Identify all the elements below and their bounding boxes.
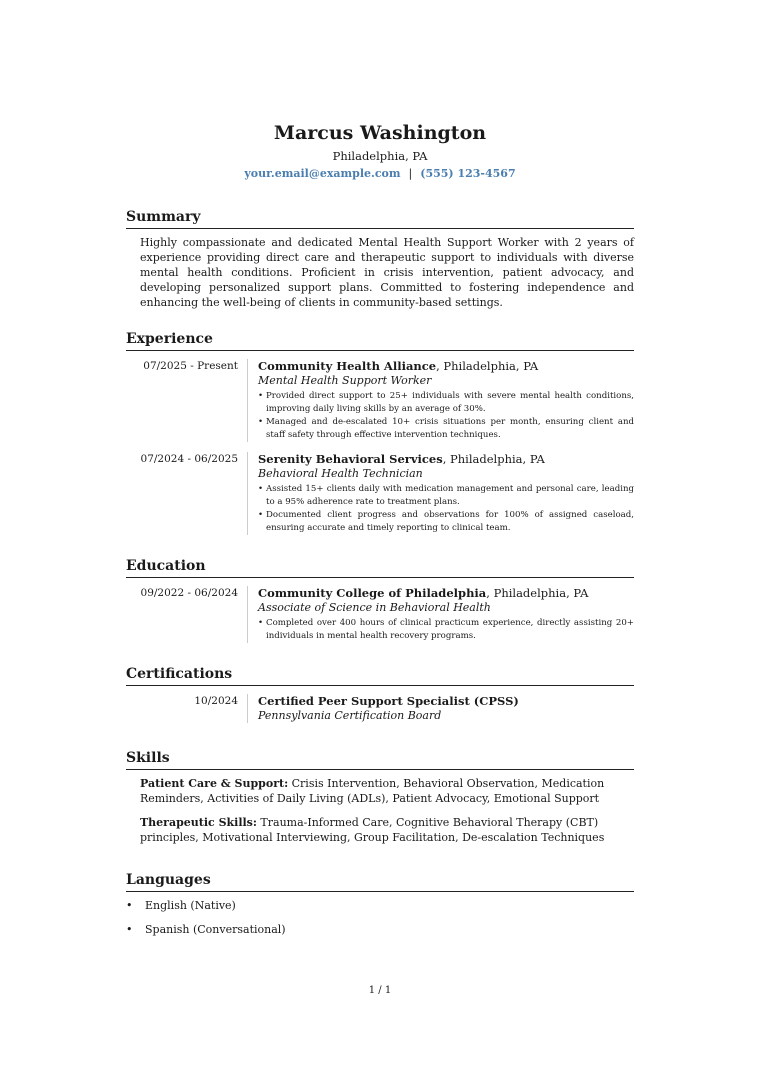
org-name: Community College of Philadelphia xyxy=(258,586,487,600)
education-section xyxy=(126,557,634,643)
skill-group-label: Patient Care & Support: xyxy=(140,777,289,790)
org-name: Serenity Behavioral Services xyxy=(258,452,443,466)
phone-link[interactable]: (555) 123-4567 xyxy=(420,167,516,180)
entry-role: Behavioral Health Technician xyxy=(258,467,423,480)
entry-role: Mental Health Support Worker xyxy=(258,374,432,387)
skills-section xyxy=(126,749,634,845)
experience-entry xyxy=(126,452,634,535)
entry-organization xyxy=(258,452,634,467)
entry-bullets xyxy=(258,390,634,442)
list-item: • English (Native) xyxy=(126,898,634,913)
entry-date: 09/2022 - 06/2024 xyxy=(140,587,238,599)
list-item: • Provided direct support to 25+ individuals with severe mental health conditions, improving daily living skills by an average of 30%. xyxy=(258,390,634,416)
skill-group-text: Trauma-Informed Care, Cognitive Behavioral Therapy (CBT) principles, Motivational Interviewing, Group Facilitation, De-escalation Techniques xyxy=(140,816,605,844)
entry-body xyxy=(247,452,634,535)
summary-heading: Summary xyxy=(126,208,634,229)
entry-date: 07/2024 - 06/2025 xyxy=(140,453,238,465)
education-entry xyxy=(126,586,634,643)
cert-name: Certified Peer Support Specialist (CPSS) xyxy=(258,694,519,708)
entry-body xyxy=(247,586,634,643)
languages-list xyxy=(126,898,634,937)
summary-text: Highly compassionate and dedicated Mental Health Support Worker with 2 years of experience providing direct care and therapeutic support to individuals with diverse mental health conditions. Proficient in crisis intervention, patient advocacy, and developing personalized support plans. Committed to fostering independence and enhancing the well-being of clients in community-based settings. xyxy=(140,236,634,309)
entry-date: 07/2025 - Present xyxy=(143,360,238,372)
entry-bullets xyxy=(258,617,634,643)
list-item: • Assisted 15+ clients daily with medication management and personal care, leading to a 95% adherence rate to treatment plans. xyxy=(258,483,634,509)
skill-group xyxy=(140,776,634,806)
org-name: Community Health Alliance xyxy=(258,359,437,373)
org-place: , Philadelphia, PA xyxy=(442,452,545,466)
contact-line xyxy=(126,166,634,182)
certifications-section xyxy=(126,665,634,723)
entry-body xyxy=(247,694,634,723)
entry-role: Pennsylvania Certification Board xyxy=(258,709,442,722)
org-place: , Philadelphia, PA xyxy=(436,359,539,373)
certifications-heading: Certifications xyxy=(126,665,634,686)
entry-date: 10/2024 xyxy=(194,695,238,707)
entry-body xyxy=(247,359,634,442)
skill-group xyxy=(140,815,634,845)
entry-bullets xyxy=(258,483,634,535)
languages-heading: Languages xyxy=(126,871,634,892)
resume-page xyxy=(126,120,634,946)
summary-section xyxy=(126,208,634,310)
experience-section xyxy=(126,330,634,535)
email-link[interactable]: your.email@example.com xyxy=(244,167,401,180)
entry-organization xyxy=(258,586,634,601)
list-item: • Managed and de-escalated 10+ crisis situations per month, ensuring client and staff safety through effective intervention techniques. xyxy=(258,416,634,442)
list-item: • Documented client progress and observations for 100% of assigned caseload, ensuring accurate and timely reporting to clinical team. xyxy=(258,509,634,535)
list-item: • Spanish (Conversational) xyxy=(126,922,634,937)
candidate-location: Philadelphia, PA xyxy=(332,149,428,163)
skill-group-text: Crisis Intervention, Behavioral Observation, Medication Reminders, Activities of Daily Living (ADLs), Patient Advocacy, Emotional Support xyxy=(140,777,605,805)
entry-organization xyxy=(258,359,634,374)
certification-entry xyxy=(126,694,634,723)
list-item: • Completed over 400 hours of clinical practicum experience, directly assisting 20+ individuals in mental health recovery programs. xyxy=(258,617,634,643)
contact-separator: | xyxy=(408,167,413,180)
page-number: 1 / 1 xyxy=(368,985,392,996)
experience-entry xyxy=(126,359,634,442)
org-place: , Philadelphia, PA xyxy=(486,586,589,600)
education-heading: Education xyxy=(126,557,634,578)
candidate-name: Marcus Washington xyxy=(273,122,487,144)
entry-organization xyxy=(258,694,634,709)
experience-heading: Experience xyxy=(126,330,634,351)
entry-role: Associate of Science in Behavioral Health xyxy=(258,601,491,614)
languages-section xyxy=(126,871,634,937)
skill-group-label: Therapeutic Skills: xyxy=(140,816,257,829)
skills-heading: Skills xyxy=(126,749,634,770)
